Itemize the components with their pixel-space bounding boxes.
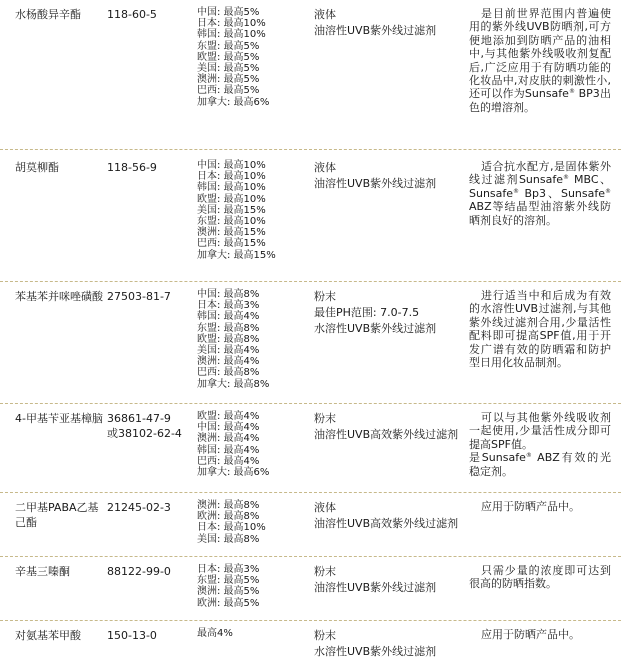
description: 可以与其他紫外线吸收剂一起使用,少量活性成分即可提高SPF值。 是Sunsafe® ABZ有效的光稳定剂。: [469, 411, 611, 478]
form-line: 粉末: [314, 290, 336, 303]
form-line: 油溶性UVB高效紫外线过滤剂: [314, 428, 459, 441]
ingredient-name: 对氨基苯甲酸: [15, 629, 81, 642]
description: 应用于防晒产品中。: [481, 628, 580, 641]
form-line: 粉末: [314, 629, 336, 642]
cas-number: 21245-02-3: [107, 501, 171, 514]
form-line: 液体: [314, 501, 336, 514]
limit-line: 美国: 最高8%: [197, 533, 260, 545]
description: 只需少量的浓度即可达到很高的防晒指数。: [469, 564, 611, 591]
limit-line: 澳洲: 最高4%: [197, 433, 260, 445]
form-and-type: [314, 7, 466, 39]
row-divider: [0, 492, 621, 493]
cas-line: 或38102-62-4: [107, 427, 182, 440]
form-line: 水溶性UVB紫外线过滤剂: [314, 322, 437, 335]
limit-line: 澳洲: 最高15%: [197, 227, 266, 239]
limit-line: 欧洲: 最高8%: [197, 511, 260, 523]
form-and-type: [314, 564, 466, 596]
limit-line: 澳洲: 最高5%: [197, 74, 260, 86]
description: 适合抗水配方,是固体紫外线过滤剂Sunsafe® MBC、Sunsafe® Bp3、Sunsafe® ABZ等结晶型油溶紫外线防晒剂良好的溶剂。: [469, 160, 611, 227]
form-and-type: [314, 411, 466, 443]
limit-line: 欧盟: 最高5%: [197, 51, 260, 63]
limit-line: 加拿大: 最高8%: [197, 378, 270, 390]
limit-line: 澳洲: 最高8%: [197, 500, 260, 511]
limit-line: 欧盟: 最高4%: [197, 411, 260, 422]
limit-line: 巴西: 最高15%: [197, 238, 266, 250]
limit-line: 东盟: 最高5%: [197, 40, 260, 52]
limit-line: 韩国: 最高10%: [197, 29, 266, 41]
ingredient-name: 苯基苯并咪唑磺酸: [15, 290, 103, 303]
form-line: 最佳PH范围: 7.0-7.5: [314, 306, 420, 319]
concentration-limits: [197, 289, 307, 390]
limit-line: 日本: 最高3%: [197, 300, 260, 312]
limit-line: 巴西: 最高8%: [197, 367, 260, 379]
limit-line: 东盟: 最高10%: [197, 216, 266, 228]
concentration-limits: [197, 628, 307, 639]
limit-line: 日本: 最高10%: [197, 522, 266, 534]
limit-line: 最高4%: [197, 628, 233, 639]
row-divider: [0, 281, 621, 282]
limit-line: 日本: 最高10%: [197, 171, 266, 183]
limit-line: 美国: 最高4%: [197, 345, 260, 357]
concentration-limits: [197, 160, 307, 261]
cas-number: 150-13-0: [107, 629, 157, 642]
row-divider: [0, 149, 621, 150]
form-line: 粉末: [314, 412, 336, 425]
cas-line: 36861-47-9: [107, 412, 171, 425]
row-divider: [0, 620, 621, 621]
form-line: 液体: [314, 8, 336, 21]
limit-line: 日本: 最高3%: [197, 564, 260, 575]
limit-line: 巴西: 最高5%: [197, 85, 260, 97]
form-and-type: [314, 160, 466, 192]
limit-line: 巴西: 最高4%: [197, 455, 260, 467]
limit-line: 欧盟: 最高10%: [197, 193, 266, 205]
limit-line: 日本: 最高10%: [197, 18, 266, 30]
form-line: 油溶性UVB紫外线过滤剂: [314, 581, 437, 594]
ingredient-name: 4-甲基苄亚基樟脑: [15, 412, 103, 425]
limit-line: 中国: 最高8%: [197, 289, 260, 300]
limit-line: 东盟: 最高5%: [197, 575, 260, 587]
concentration-limits: [197, 564, 307, 609]
limit-line: 中国: 最高4%: [197, 422, 260, 434]
limit-line: 澳洲: 最高4%: [197, 356, 260, 368]
limit-line: 中国: 最高10%: [197, 160, 266, 171]
ingredient-name: 辛基三嗪酮: [15, 565, 70, 578]
limit-line: 欧盟: 最高8%: [197, 333, 260, 345]
concentration-limits: [197, 7, 307, 108]
form-line: 油溶性UVB紫外线过滤剂: [314, 24, 437, 37]
cas-number: 118-56-9: [107, 161, 157, 174]
form-line: 水溶性UVB紫外线过滤剂: [314, 645, 437, 658]
row-divider: [0, 403, 621, 404]
limit-line: 加拿大: 最高6%: [197, 96, 270, 108]
limit-line: 韩国: 最高4%: [197, 311, 260, 323]
cas-number: [107, 411, 192, 441]
ingredient-name: 水杨酸异辛酯: [15, 8, 81, 21]
cas-number: 88122-99-0: [107, 565, 171, 578]
limit-line: 美国: 最高15%: [197, 204, 266, 216]
limit-line: 欧洲: 最高5%: [197, 597, 260, 609]
limit-line: 加拿大: 最高15%: [197, 249, 276, 261]
form-line: 粉末: [314, 565, 336, 578]
limit-line: 韩国: 最高10%: [197, 182, 266, 194]
limit-line: 东盟: 最高8%: [197, 322, 260, 334]
limit-line: 澳洲: 最高5%: [197, 586, 260, 598]
description: 进行适当中和后成为有效的水溶性UVB过滤剂,与其他紫外线过滤剂合用,少量活性配料即可提高SPF值,用于开发广谱有效的防晒霜和防护型日用化妆品制剂。: [469, 289, 611, 370]
form-and-type: [314, 628, 466, 660]
ingredient-name: 胡莫柳酯: [15, 161, 59, 174]
limit-line: 加拿大: 最高6%: [197, 467, 270, 479]
limit-line: 美国: 最高5%: [197, 63, 260, 75]
form-line: 油溶性UVB紫外线过滤剂: [314, 177, 437, 190]
description: 应用于防晒产品中。: [481, 500, 580, 513]
form-line: 油溶性UVB高效紫外线过滤剂: [314, 517, 459, 530]
concentration-limits: [197, 500, 307, 545]
description: 是目前世界范围内普遍使用的紫外线UVB防晒剂,可方便地添加到防晒产品的油相中,与其他紫外线吸收剂复配后,广泛应用于有防晒功能的化妆品中,对皮肤的刺激性小,还可以作为Sunsafe® BP3出色的增溶剂。: [469, 7, 611, 114]
row-divider: [0, 556, 621, 557]
form-line: 液体: [314, 161, 336, 174]
ingredient-name: 二甲基PABA乙基己酯: [15, 501, 99, 529]
concentration-limits: [197, 411, 307, 478]
form-and-type: [314, 500, 466, 532]
cas-number: 118-60-5: [107, 8, 157, 21]
form-and-type: [314, 289, 466, 337]
limit-line: 韩国: 最高4%: [197, 444, 260, 456]
cas-number: 27503-81-7: [107, 290, 171, 303]
limit-line: 中国: 最高5%: [197, 7, 260, 18]
